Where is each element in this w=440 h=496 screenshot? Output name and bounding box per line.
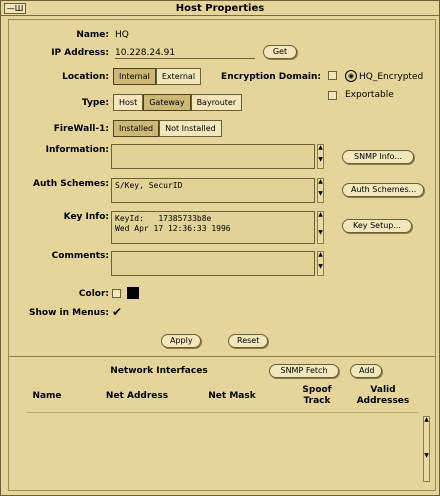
column-valid-line-2: Addresses [356,396,410,406]
get-button[interactable]: Get [263,45,297,59]
firewall-selector [113,120,222,137]
column-valid-line-1: Valid [370,385,396,395]
network-interfaces-title: Network Interfaces [110,366,208,376]
type-selector [113,94,242,111]
information-scrollbar[interactable]: ▲ ▼ [317,144,324,169]
interfaces-table-body[interactable] [15,414,419,484]
firewall-installed-option[interactable]: Installed [113,120,159,137]
column-spoof-track-line-1: Spoof [302,385,332,395]
type-gateway-option[interactable]: Gateway [143,94,190,111]
information-textarea[interactable] [111,144,315,169]
color-label: Color: [78,289,109,299]
key-info-label: Key Info: [63,212,109,222]
properties-pane [8,19,436,491]
location-internal-option[interactable]: Internal [113,68,156,85]
information-label: Information: [45,145,109,155]
ip-address-label: IP Address: [51,48,109,58]
location-external-option[interactable]: External [156,68,201,85]
show-in-menus-label: Show in Menus: [29,308,109,318]
apply-button[interactable]: Apply [161,334,201,348]
window-menu-button[interactable]: —Ш [4,3,26,14]
name-value[interactable]: HQ [115,30,129,40]
ip-address-input[interactable]: 10.228.24.91 [115,48,255,59]
auth-schemes-scrollbar[interactable]: ▲ ▼ [317,178,324,203]
comments-label: Comments: [51,251,109,261]
auth-schemes-label: Auth Schemes: [33,179,109,189]
key-info-textarea[interactable] [111,211,315,244]
column-spoof-track [297,385,337,407]
column-valid-addresses [349,385,417,407]
table-header-divider [27,412,419,413]
comments-textarea[interactable] [111,251,315,276]
exportable-label: Exportable [345,90,394,100]
key-info-line-2: Wed Apr 17 12:36:33 1996 [115,224,231,233]
section-divider [9,356,435,357]
add-interface-button[interactable]: Add [350,364,382,378]
firewall-label: FireWall-1: [53,124,109,134]
location-selector [113,68,201,85]
show-in-menus-checkmark[interactable]: ✔ [112,305,123,319]
interfaces-scrollbar[interactable]: ▲ ▼ [423,416,430,482]
firewall-not-installed-option[interactable]: Not Installed [159,120,222,137]
exportable-checkbox[interactable] [328,91,337,100]
comments-scrollbar[interactable]: ▲ ▼ [317,251,324,276]
name-label: Name: [76,30,109,40]
column-spoof-track-line-2: Track [303,396,331,406]
color-chooser[interactable] [112,289,121,298]
location-label: Location: [62,72,109,82]
type-label: Type: [81,98,109,108]
encryption-domain-label: Encryption Domain: [221,72,321,82]
type-bayrouter-option[interactable]: Bayrouter [191,94,243,111]
reset-button[interactable]: Reset [228,334,268,348]
key-info-line-1: KeyId: 17385733b8e [115,214,212,223]
window-title: Host Properties [175,2,265,14]
snmp-info-button[interactable]: SNMP Info... [342,150,414,164]
snmp-fetch-button[interactable]: SNMP Fetch [269,364,339,378]
color-swatch [127,287,139,299]
key-info-scrollbar[interactable]: ▲ ▼ [317,211,324,244]
domain-icon: ◉ [345,70,357,82]
key-setup-button[interactable]: Key Setup... [342,219,412,233]
type-host-option[interactable]: Host [113,94,143,111]
encryption-domain-value: HQ_Encrypted [359,72,424,82]
title-bar[interactable] [1,1,439,16]
auth-schemes-textarea[interactable]: S/Key, SecurID [111,178,315,203]
column-net-mask: Net Mask [208,391,256,401]
auth-schemes-button[interactable]: Auth Schemes... [342,183,424,197]
column-name: Name [32,391,62,401]
column-net-address: Net Address [105,391,169,401]
encryption-domain-chooser[interactable] [328,71,337,80]
